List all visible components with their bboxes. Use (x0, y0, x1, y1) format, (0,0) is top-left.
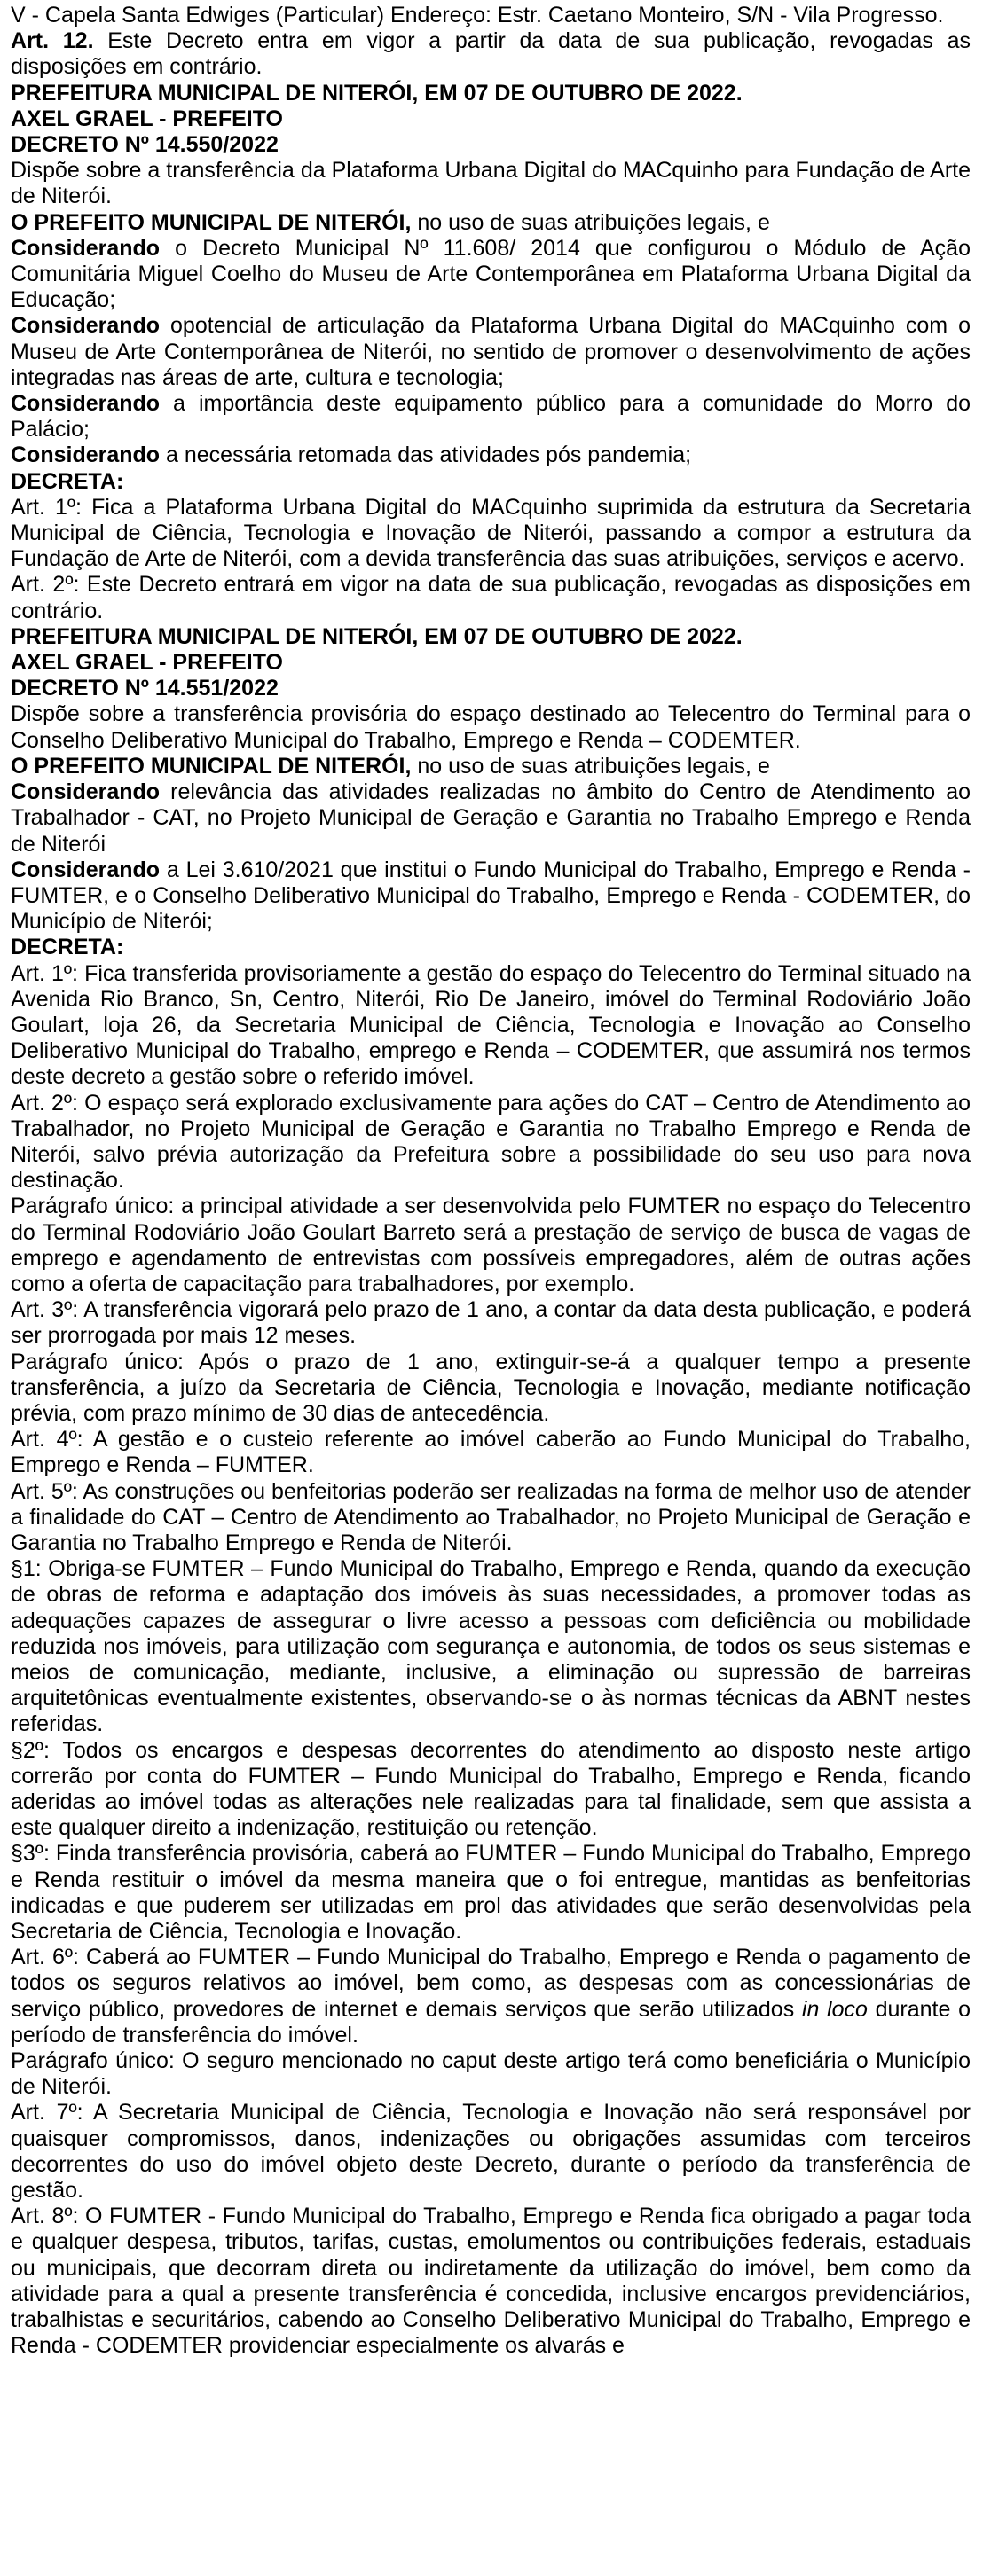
text-run: Art. 8º: O FUMTER - Fundo Municipal do Trabalho, Emprego e Renda fica obrigado a pagar toda e qualquer despesa, tributos, tarifas, custas, emolumentos ou contribuições federais, estaduais ou municipais, que decorram direta ou indiretamente da utilização do imóvel, bem como da atividade para a qual a presente transferência é concedida, inclusive encargos previdenciários, trabalhistas e securitários, cabendo ao Conselho Deliberativo Municipal do Trabalho, Emprego e Renda - CODEMTER providenciar especialmente os alvarás e (11, 2204, 971, 2359)
text-run: Art. 7º: A Secretaria Municipal de Ciência, Tecnologia e Inovação não será responsável por quaisquer compromissos, danos, indenizações ou obrigações assumidas com terceiros decorrentes do uso do imóvel objeto deste Decreto, durante o período da transferência de gestão. (11, 2100, 971, 2204)
text-run: Dispõe sobre a transferência provisória do espaço destinado ao Telecentro do Terminal para o Conselho Deliberativo Municipal do Trabalho, Emprego e Renda – CODEMTER. (11, 701, 971, 753)
bold-text: O PREFEITO MUNICIPAL DE NITERÓI, (11, 753, 412, 779)
bold-text: DECRETA: (11, 935, 124, 960)
paragraph (11, 1738, 971, 1842)
bold-text: AXEL GRAEL - PREFEITO (11, 650, 283, 676)
paragraph (11, 28, 971, 80)
text-run: Dispõe sobre a transferência da Plataforma Urbana Digital do MACquinho para Fundação de Arte de Niterói. (11, 158, 971, 209)
paragraph (11, 106, 971, 132)
paragraph (11, 1427, 971, 1478)
paragraph (11, 1350, 971, 1428)
text-run: a Lei 3.610/2021 que institui o Fundo Municipal do Trabalho, Emprego e Renda - FUMTER, e o Conselho Deliberativo Municipal do Trabalho, Emprego e Renda - CODEMTER, do Município de Niterói; (11, 857, 971, 935)
text-run: Parágrafo único: O seguro mencionado no caput deste artigo terá como beneficiária o Município de Niterói. (11, 2048, 971, 2100)
paragraph (11, 1091, 971, 1194)
paragraph (11, 81, 971, 106)
text-run: Art. 5º: As construções ou benfeitorias poderão ser realizadas na forma de melhor uso de atender a finalidade do CAT – Centro de Atendimento ao Trabalhador, no Projeto Municipal de Geração e Garantia no Trabalho Emprego e Renda de Niterói. (11, 1478, 971, 1555)
text-run: Art. 2º: Este Decreto entrará em vigor na data de sua publicação, revogadas as disposições em contrário. (11, 572, 971, 623)
italic-text: in loco (801, 1996, 868, 2022)
bold-text: DECRETO Nº 14.550/2022 (11, 132, 279, 158)
text-run: no uso de suas atribuições legais, e (411, 209, 770, 235)
paragraph (11, 857, 971, 936)
paragraph (11, 1945, 971, 2048)
paragraph (11, 495, 971, 573)
paragraph (11, 935, 971, 960)
paragraph (11, 572, 971, 623)
paragraph (11, 701, 971, 753)
paragraph (11, 158, 971, 209)
paragraph (11, 391, 971, 442)
bold-text: Considerando (11, 313, 161, 339)
paragraph (11, 1194, 971, 1297)
text-run: durante o período de transferência do imóvel. (11, 1996, 971, 2047)
bold-text: Considerando (11, 857, 161, 882)
text-run: Art. 4º: A gestão e o custeio referente ao imóvel caberão ao Fundo Municipal do Trabalho, Emprego e Renda – FUMTER. (11, 1427, 971, 1478)
bold-text: AXEL GRAEL - PREFEITO (11, 106, 283, 131)
paragraph (11, 650, 971, 676)
bold-text: DECRETO Nº 14.551/2022 (11, 676, 279, 701)
text-run: Art. 3º: A transferência vigorará pelo prazo de 1 ano, a contar da data desta publicação, e poderá ser prorrogada por mais 12 meses. (11, 1297, 971, 1349)
bold-text: Considerando (11, 779, 161, 805)
paragraph (11, 1841, 971, 1945)
text-run: relevância das atividades realizadas no âmbito do Centro de Atendimento ao Trabalhador - CAT, no Projeto Municipal de Geração e Garantia no Trabalho Emprego e Renda de Niterói (11, 779, 971, 857)
text-run: opotencial de articulação da Plataforma Urbana Digital do MACquinho com o Museu de Arte Contemporânea de Niterói, no sentido de promover o desenvolvimento de ações integradas nas áreas de arte, cultura e tecnologia; (11, 313, 971, 390)
bold-text: Art. 12. (11, 28, 94, 54)
paragraph (11, 442, 971, 468)
text-run: o Decreto Municipal Nº 11.608/ 2014 que configurou o Módulo de Ação Comunitária Miguel Coelho do Museu de Arte Contemporânea em Plataforma Urbana Digital da Educação; (11, 235, 971, 313)
bold-text: PREFEITURA MUNICIPAL DE NITERÓI, EM 07 DE OUTUBRO DE 2022. (11, 80, 743, 106)
paragraph (11, 1479, 971, 1557)
paragraph (11, 961, 971, 1091)
text-run: a necessária retomada das atividades pós pandemia; (160, 442, 692, 468)
bold-text: Considerando (11, 391, 161, 417)
paragraph (11, 2048, 971, 2100)
paragraph (11, 313, 971, 391)
bold-text: PREFEITURA MUNICIPAL DE NITERÓI, EM 07 DE OUTUBRO DE 2022. (11, 623, 743, 649)
paragraph (11, 2100, 971, 2204)
paragraph (11, 1556, 971, 1737)
paragraph (11, 469, 971, 495)
text-run: Este Decreto entra em vigor a partir da data de sua publicação, revogadas as disposições em contrário. (11, 28, 971, 80)
bold-text: Considerando (11, 442, 161, 468)
bold-text: DECRETA: (11, 468, 124, 494)
text-run: §1: Obriga-se FUMTER – Fundo Municipal do Trabalho, Emprego e Renda, quando da execução de obras de reforma e adaptação dos imóveis às suas necessidades, a promover todas as adequações capazes de assegurar o livre acesso a pessoas com deficiência ou mobilidade reduzida nos imóveis, para utilização com segurança e autonomia, de todos os seus sistemas e meios de comunicação, mediante, inclusive, a eliminação ou supressão de barreiras arquitetônicas eventualmente existentes, observando-se o às normas técnicas da ABNT nestes referidas. (11, 1556, 971, 1737)
text-run: Parágrafo único: Após o prazo de 1 ano, extinguir-se-á a qualquer tempo a presente transferência, a juízo da Secretaria de Ciência, Tecnologia e Inovação, mediante notificação prévia, com prazo mínimo de 30 dias de antecedência. (11, 1349, 971, 1426)
bold-text: O PREFEITO MUNICIPAL DE NITERÓI, (11, 209, 412, 235)
paragraph (11, 2204, 971, 2359)
text-run: §3º: Finda transferência provisória, caberá ao FUMTER – Fundo Municipal do Trabalho, Emprego e Renda restituir o imóvel da mesma maneira que o foi entregue, mantidas as benfeitorias indicadas e que puderem ser utilizadas em prol das atividades que serão desenvolvidas pela Secretaria de Ciência, Tecnologia e Inovação. (11, 1841, 971, 1945)
text-run: no uso de suas atribuições legais, e (411, 753, 770, 779)
text-run: V - Capela Santa Edwiges (Particular) Endereço: Estr. Caetano Monteiro, S/N - Vila Progresso. (11, 3, 944, 27)
text-run: Parágrafo único: a principal atividade a ser desenvolvida pelo FUMTER no espaço do Telecentro do Terminal Rodoviário João Goulart Barreto será a prestação de serviço de busca de vagas de emprego e agendamento de entrevistas com possíveis empregadores, além de outras ações como a oferta de capacitação para trabalhadores, por exemplo. (11, 1194, 971, 1296)
paragraph (11, 132, 971, 158)
text-run: Art. 6º: Caberá ao FUMTER – Fundo Municipal do Trabalho, Emprego e Renda o pagamento de todos os seguros relativos ao imóvel, bem como, as despesas com as concessionárias de serviço público, provedores de internet e demais serviços que serão utilizados (11, 1945, 971, 2022)
paragraph (11, 779, 971, 857)
bold-text: Considerando (11, 235, 161, 261)
paragraph (11, 3, 971, 28)
text-run: Art. 1º: Fica transferida provisoriamente a gestão do espaço do Telecentro do Terminal situado na Avenida Rio Branco, Sn, Centro, Niterói, Rio De Janeiro, imóvel do Terminal Rodoviário João Goulart, loja 26, da Secretaria Municipal de Ciência, Tecnologia e Inovação ao Conselho Deliberativo Municipal do Trabalho, emprego e Renda – CODEMTER, que assumirá nos termos deste decreto a gestão sobre o referido imóvel. (11, 960, 971, 1090)
text-run: §2º: Todos os encargos e despesas decorrentes do atendimento ao disposto neste artigo correrão por conta do FUMTER – Fundo Municipal do Trabalho, Emprego e Renda, ficando aderidas ao imóvel todas as alterações nele realizadas para tal finalidade, sem que assista a este qualquer direito a indenização, restituição ou retenção. (11, 1737, 971, 1841)
paragraph (11, 210, 971, 236)
text-run: a importância deste equipamento público para a comunidade do Morro do Palácio; (11, 391, 971, 442)
paragraph (11, 1297, 971, 1349)
paragraph (11, 754, 971, 779)
text-run: Art. 2º: O espaço será explorado exclusivamente para ações do CAT – Centro de Atendimento ao Trabalhador, no Projeto Municipal de Geração e Garantia no Trabalho Emprego e Renda de Niterói, salvo prévia autorização da Prefeitura sobre a possibilidade do seu uso para nova destinação. (11, 1090, 971, 1194)
text-run: Art. 1º: Fica a Plataforma Urbana Digital do MACquinho suprimida da estrutura da Secretaria Municipal de Ciência, Tecnologia e Inovação de Niterói, passando a compor a estrutura da Fundação de Arte de Niterói, com a devida transferência das suas atribuições, serviços e acervo. (11, 494, 971, 572)
paragraph (11, 236, 971, 314)
paragraph (11, 676, 971, 701)
paragraph (11, 624, 971, 650)
